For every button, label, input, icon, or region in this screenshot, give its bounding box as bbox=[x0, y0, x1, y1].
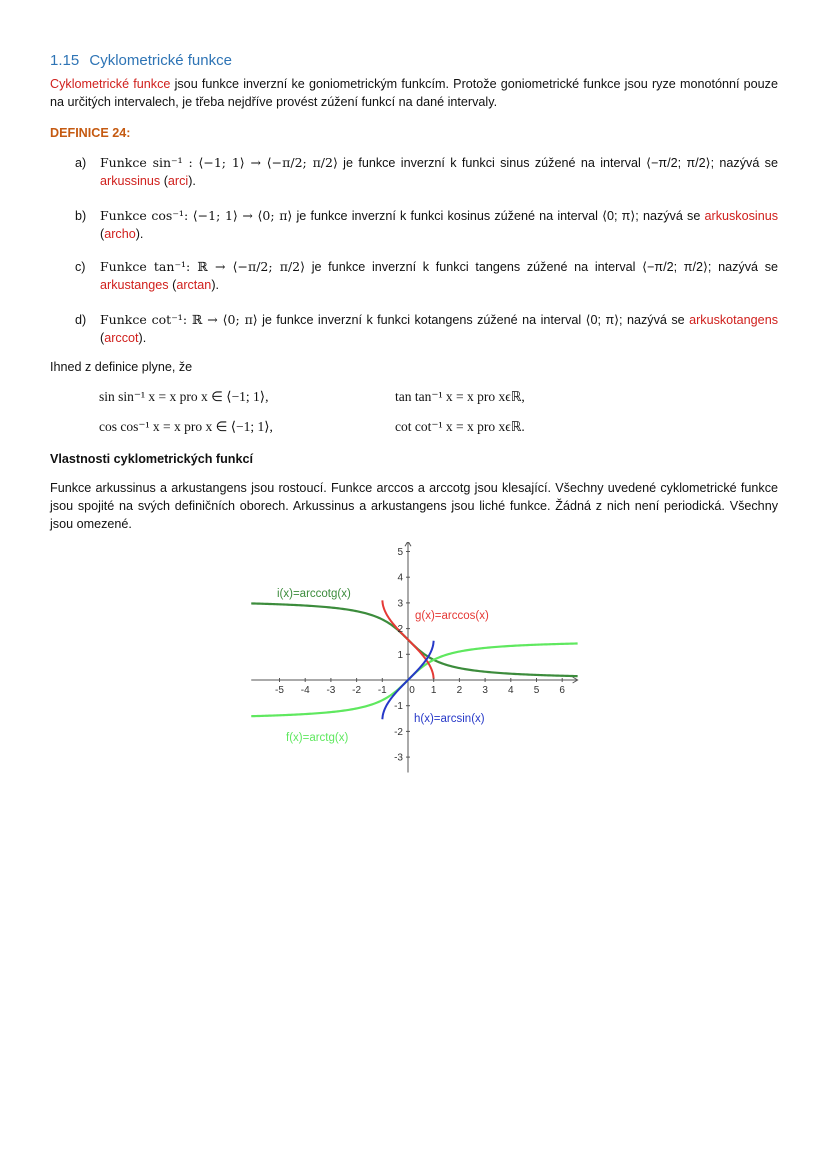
paren-open: ( bbox=[168, 278, 177, 292]
paren-open: ( bbox=[160, 174, 168, 188]
definition-item-label: a) bbox=[75, 156, 87, 170]
paren-close: ). bbox=[135, 227, 144, 241]
x-tick-label: 0 bbox=[409, 685, 415, 696]
x-tick-label: -5 bbox=[275, 685, 284, 696]
definition-abbr: arctan bbox=[176, 278, 212, 292]
label-arcsin: h(x)=arcsin(x) bbox=[414, 713, 485, 725]
y-tick-label: -2 bbox=[394, 726, 403, 738]
definition-item-label: c) bbox=[75, 260, 86, 274]
definition-text: je funkce inverzní k funkci sinus zúžené na interval ⟨−π/2; π/2⟩; nazývá se bbox=[337, 156, 778, 170]
x-tick-label: 4 bbox=[508, 685, 514, 696]
x-tick-label: 2 bbox=[456, 685, 463, 696]
y-tick-label: 5 bbox=[397, 547, 403, 558]
x-tick-label: 5 bbox=[533, 685, 540, 696]
properties-paragraph: Funkce arkussinus a arkustangens jsou rostoucí. Funkce arccos a arccotg jsou klesající. Všechny uvedené cyklometrické funkce jsou spojité na svých definičních oborech. Arkussinus a arkustangens jsou liché funkce. Žádná z nich není periodická. Všechny jsou omezené. bbox=[50, 481, 778, 531]
identity-cot: cot cot⁻¹ x = x pro xϵℝ. bbox=[395, 419, 525, 434]
x-tick-label: -1 bbox=[377, 685, 387, 696]
section-number: 1.15 bbox=[50, 52, 80, 69]
x-tick-label: 1 bbox=[430, 685, 437, 696]
definition-formula: Funkce sin⁻¹ : ⟨−1; 1⟩ → ⟨−π/2; π/2⟩ bbox=[100, 155, 338, 170]
y-tick-label: 4 bbox=[397, 572, 403, 584]
definition-abbr: archo bbox=[104, 227, 136, 241]
definition-name: arkuskosinus bbox=[704, 209, 778, 223]
definition-text: je funkce inverzní k funkci tangens zúžené na interval ⟨−π/2; π/2⟩; nazývá se bbox=[305, 260, 778, 274]
x-tick-label: -2 bbox=[352, 685, 362, 696]
definition-name: arkussinus bbox=[100, 174, 161, 188]
intro-paragraph bbox=[50, 75, 778, 111]
label-arccos: g(x)=arccos(x) bbox=[415, 610, 489, 622]
properties-heading: Vlastnosti cyklometrických funkcí bbox=[50, 452, 253, 466]
y-tick-label: -3 bbox=[394, 752, 403, 764]
section-heading bbox=[50, 52, 232, 69]
section-title: Cyklometrické funkce bbox=[89, 52, 232, 69]
definition-text: je funkce inverzní k funkci kosinus zúžené na interval ⟨0; π⟩; nazývá se bbox=[292, 209, 705, 223]
label-arccotg: i(x)=arccotg(x) bbox=[277, 588, 351, 600]
definition-a bbox=[75, 154, 778, 190]
definition-abbr: arci bbox=[167, 174, 189, 188]
definition-formula: Funkce cot⁻¹: ℝ → ⟨0; π⟩ bbox=[100, 312, 258, 327]
paren-close: ). bbox=[188, 174, 196, 188]
x-tick-label: -3 bbox=[326, 685, 336, 696]
identity-sin: sin sin⁻¹ x = x pro x ∈ ⟨−1; 1⟩, bbox=[99, 389, 269, 404]
definition-c bbox=[75, 258, 778, 294]
y-tick-label: 2 bbox=[397, 624, 403, 636]
label-arctg: f(x)=arctg(x) bbox=[286, 732, 349, 744]
intro-highlight: Cyklometrické funkce bbox=[50, 77, 171, 91]
definition-text: je funkce inverzní k funkci kotangens zúžené na interval ⟨0; π⟩; nazývá se bbox=[257, 313, 690, 327]
y-tick-label: -1 bbox=[394, 701, 403, 713]
paren-close: ). bbox=[138, 331, 147, 345]
x-tick-label: 3 bbox=[482, 685, 488, 696]
definition-label: DEFINICE 24: bbox=[50, 126, 131, 140]
definition-formula: Funkce tan⁻¹: ℝ → ⟨−π/2; π/2⟩ bbox=[100, 259, 305, 274]
identity-cos: cos cos⁻¹ x = x pro x ∈ ⟨−1; 1⟩, bbox=[99, 419, 273, 434]
definition-name: arkuskotangens bbox=[689, 313, 778, 327]
definition-item-label: b) bbox=[75, 209, 87, 223]
paren-close: ). bbox=[211, 278, 220, 292]
identity-tan: tan tan⁻¹ x = x pro xϵℝ, bbox=[395, 389, 525, 404]
definition-d bbox=[75, 311, 778, 347]
definition-abbr: arccot bbox=[104, 331, 139, 345]
follows-text: Ihned z definice plyne, že bbox=[50, 360, 193, 374]
paren-open: ( bbox=[100, 227, 105, 241]
x-tick-label: -4 bbox=[300, 685, 310, 696]
intro-text: jsou funkce inverzní ke goniometrickým funkcím. Protože goniometrické funkce jsou ryze monotónní pouze na určitých intervalech, je třeba nejdříve provést zúžení funkcí na dané intervaly. bbox=[50, 77, 778, 109]
x-tick-label: 6 bbox=[559, 685, 565, 696]
paren-open: ( bbox=[100, 331, 105, 345]
definition-b bbox=[75, 207, 778, 243]
definition-name: arkustanges bbox=[100, 278, 169, 292]
y-tick-label: 3 bbox=[397, 598, 403, 610]
y-tick-label: 1 bbox=[397, 649, 403, 661]
cyclometric-functions-graph bbox=[250, 542, 585, 797]
definition-item-label: d) bbox=[75, 313, 87, 327]
definition-formula: Funkce cos⁻¹: ⟨−1; 1⟩ → ⟨0; π⟩ bbox=[100, 208, 293, 223]
